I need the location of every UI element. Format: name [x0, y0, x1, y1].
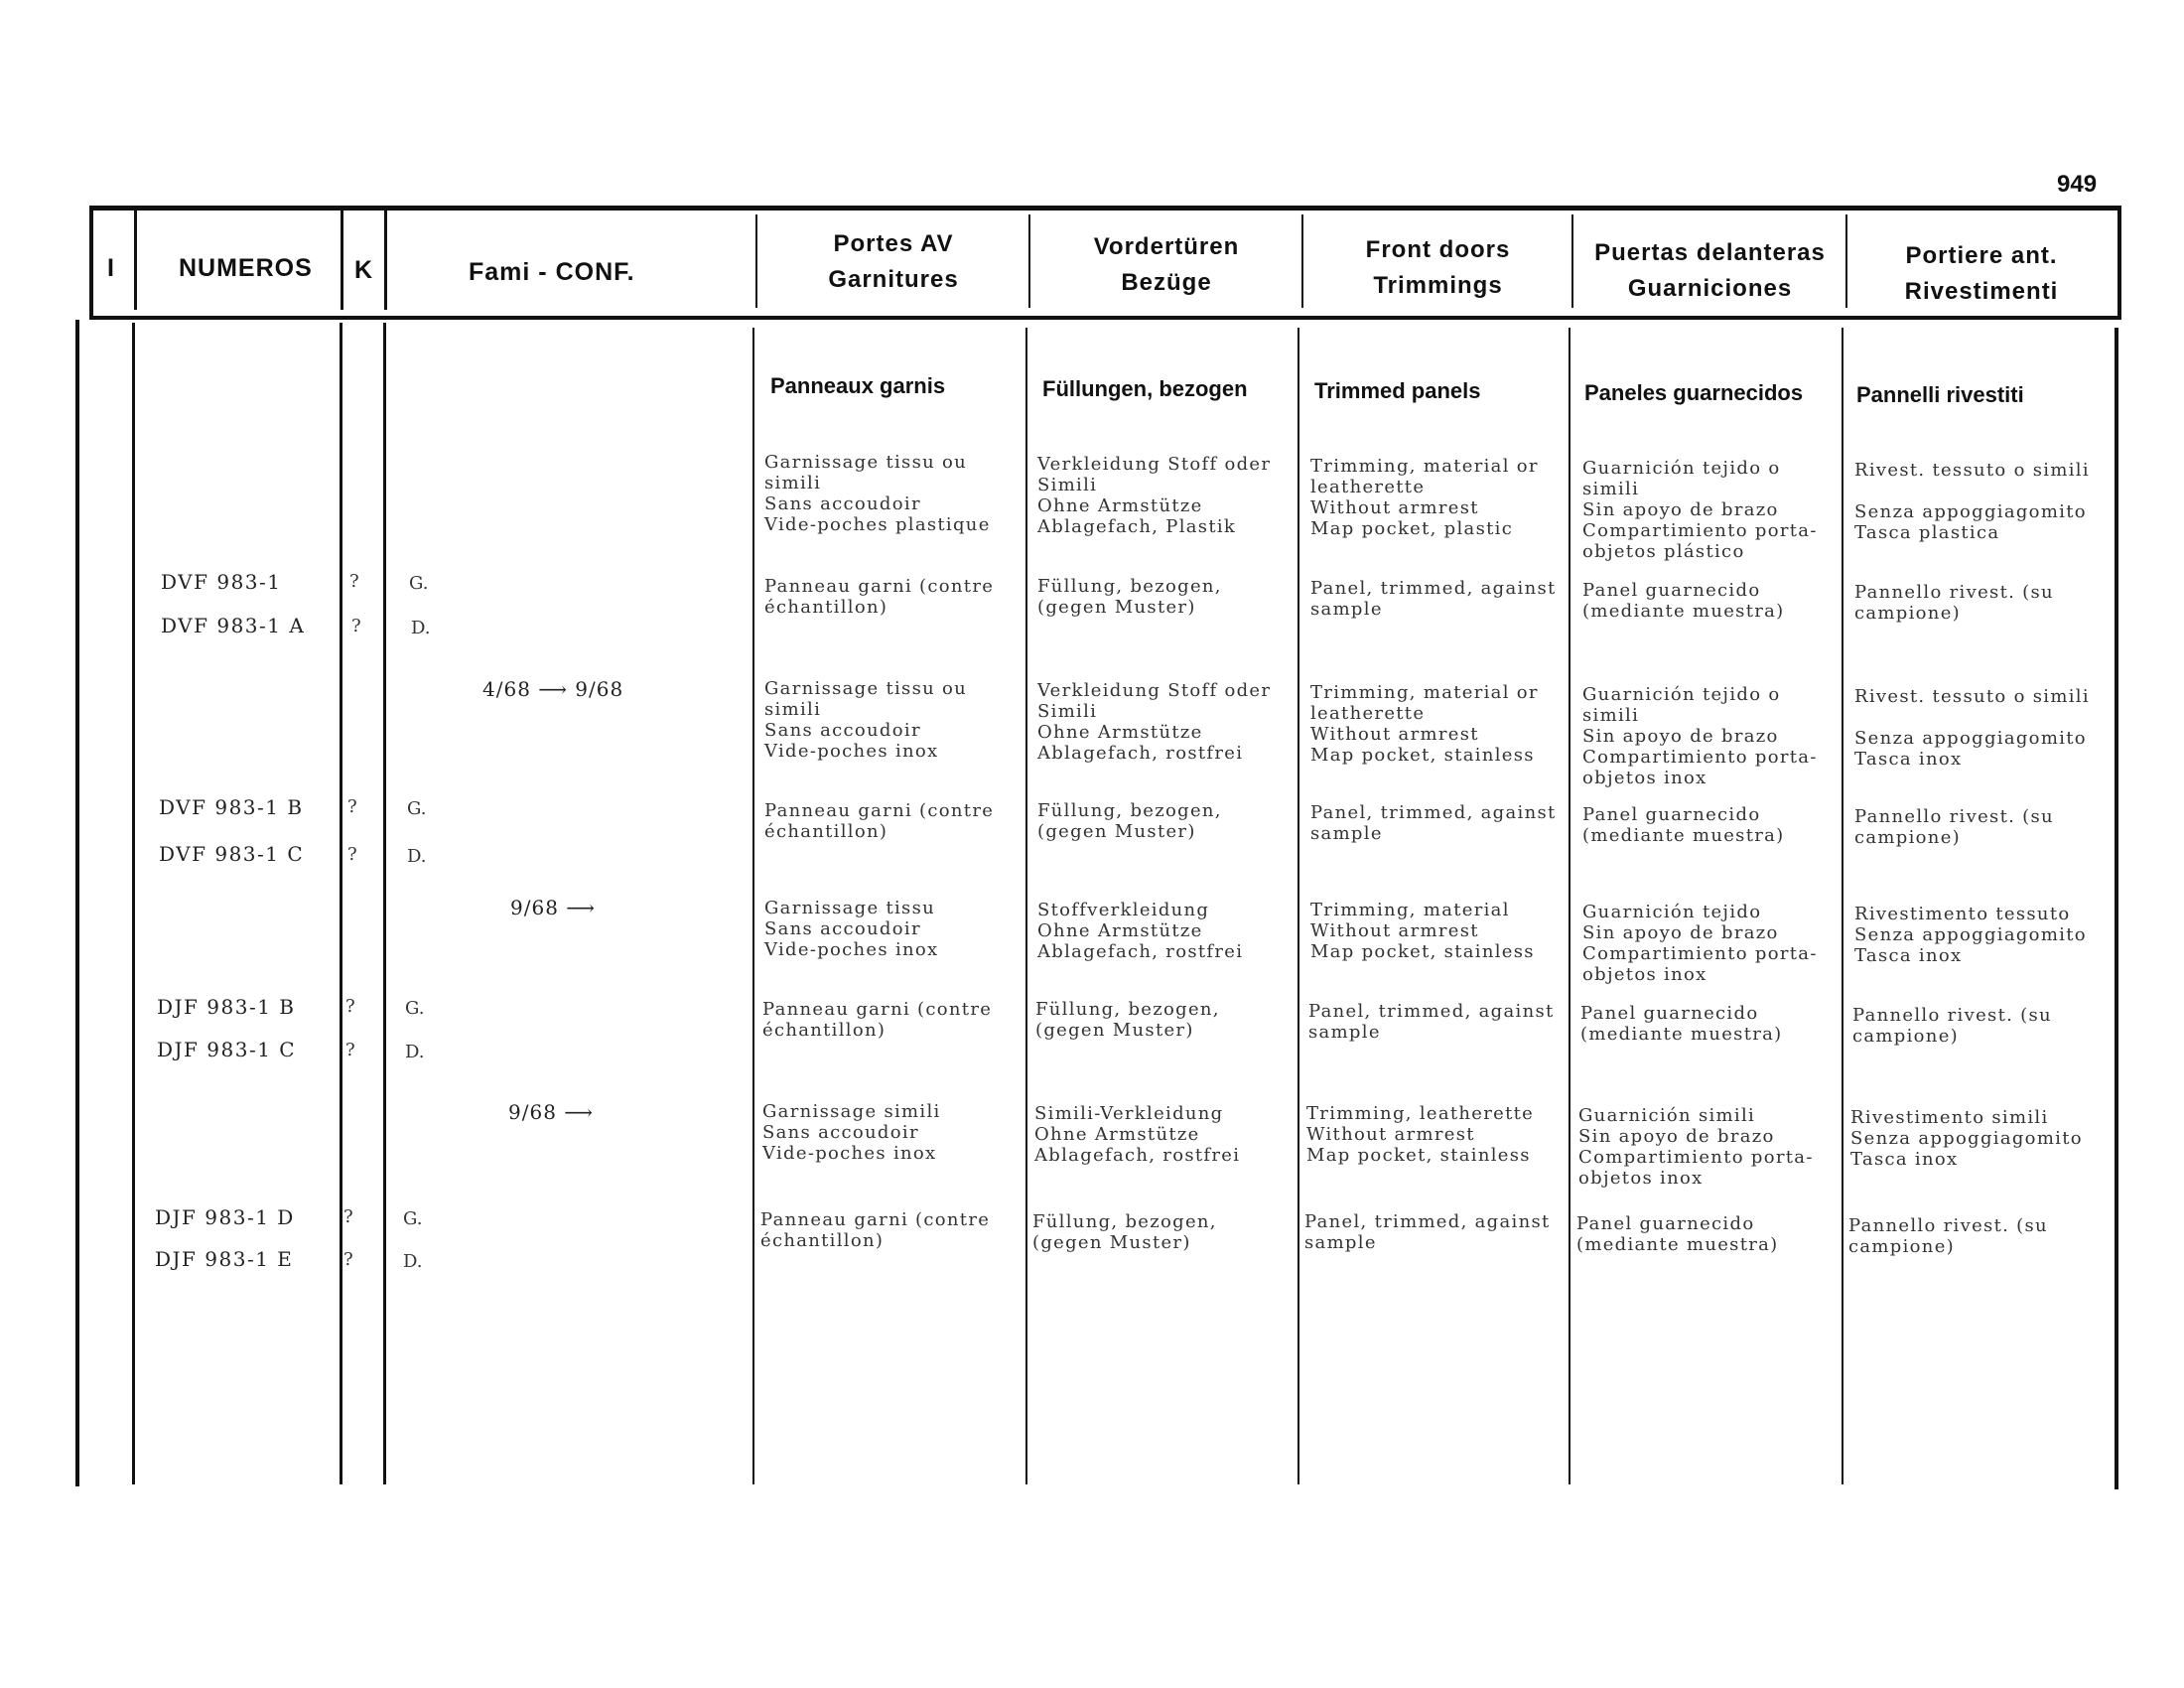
- group-description-fr: Garnissage tissu ou simili Sans accoudoir Vide-poches plastique: [764, 452, 991, 535]
- header-col-fr: [758, 226, 1028, 298]
- date-range: 4/68 ⟶ 9/68: [482, 677, 624, 701]
- header-col-it-line1: Portiere ant.: [1905, 242, 2058, 269]
- part-number: DVF 983-1 A: [161, 614, 306, 637]
- body-divider: [1025, 328, 1027, 1484]
- group-description-de: Stoffverkleidung Ohne Armstütze Ablagefach, rostfrei: [1037, 900, 1244, 962]
- panel-description-fr: Panneau garni (contre échantillon): [764, 576, 995, 618]
- conf-side: D.: [403, 1251, 423, 1272]
- part-number: DJF 983-1 D: [155, 1205, 295, 1229]
- panel-description-de: Füllung, bezogen, (gegen Muster): [1035, 999, 1220, 1041]
- part-number: DVF 983-1 C: [159, 842, 305, 866]
- header-k: K: [354, 256, 374, 284]
- panel-description-it: Pannello rivest. (su campione): [1848, 1215, 2048, 1257]
- header-col-en-line1: Front doors: [1365, 236, 1511, 263]
- subheading-es: Paneles guarnecidos: [1584, 380, 1804, 405]
- k-value: ?: [345, 996, 355, 1017]
- k-value: ?: [347, 844, 357, 865]
- header-divider: [384, 211, 387, 310]
- conf-side: D.: [405, 1042, 425, 1062]
- body-divider: [752, 328, 754, 1484]
- panel-description-it: Pannello rivest. (su campione): [1854, 582, 2054, 624]
- panel-description-es: Panel guarnecido (mediante muestra): [1576, 1213, 1779, 1255]
- header-col-fr-line2: Garnitures: [828, 266, 959, 293]
- body-divider: [1569, 328, 1570, 1484]
- group-description-fr: Garnissage tissu Sans accoudoir Vide-poches inox: [764, 898, 939, 960]
- group-description-de: Verkleidung Stoff oder Simili Ohne Armstütze Ablagefach, rostfrei: [1037, 680, 1272, 764]
- group-description-it: Rivestimento tessuto Senza appoggiagomito Tasca inox: [1854, 904, 2087, 966]
- page-number: 949: [2057, 171, 2098, 198]
- body-divider: [1842, 328, 1843, 1484]
- group-description-it: Rivestimento simili Senza appoggiagomito Tasca inox: [1850, 1107, 2083, 1170]
- group-description-es: Guarnición tejido o simili Sin apoyo de brazo Compartimiento porta- objetos inox: [1582, 684, 1818, 788]
- panel-description-fr: Panneau garni (contre échantillon): [760, 1209, 991, 1251]
- header-divider: [1301, 214, 1303, 308]
- subheading-en: Trimmed panels: [1314, 378, 1481, 403]
- group-description-es: Guarnición tejido Sin apoyo de brazo Compartimiento porta- objetos inox: [1582, 902, 1818, 985]
- part-number: DJF 983-1 E: [155, 1247, 294, 1271]
- header-col-fr-line1: Portes AV: [833, 230, 954, 257]
- subheading-fr: Panneaux garnis: [770, 373, 946, 398]
- body-left-border: [75, 320, 79, 1486]
- header-divider: [341, 211, 343, 310]
- group-description-en: Trimming, material or leatherette Without armrest Map pocket, plastic: [1310, 456, 1539, 539]
- panel-description-de: Füllung, bezogen, (gegen Muster): [1032, 1211, 1217, 1253]
- conf-side: D.: [411, 618, 431, 638]
- header-col-de-line1: Vordertüren: [1093, 233, 1240, 260]
- part-number: DJF 983-1 B: [157, 995, 296, 1019]
- header-col-de: [1031, 229, 1301, 301]
- header-col-es: [1574, 235, 1845, 307]
- body-divider: [1297, 328, 1299, 1484]
- table-top-rule: [91, 206, 2121, 211]
- panel-description-es: Panel guarnecido (mediante muestra): [1582, 804, 1785, 846]
- header-index: I: [107, 254, 115, 282]
- group-description-en: Trimming, leatherette Without armrest Map pocket, stainless: [1306, 1103, 1535, 1166]
- group-description-fr: Garnissage tissu ou simili Sans accoudoir Vide-poches inox: [764, 678, 968, 762]
- group-description-fr: Garnissage simili Sans accoudoir Vide-poches inox: [762, 1101, 941, 1164]
- k-value: ?: [343, 1249, 353, 1270]
- panel-description-it: Pannello rivest. (su campione): [1852, 1005, 2052, 1047]
- group-description-es: Guarnición simili Sin apoyo de brazo Compartimiento porta- objetos inox: [1578, 1105, 1814, 1189]
- conf-side: G.: [405, 998, 425, 1019]
- panel-description-fr: Panneau garni (contre échantillon): [764, 800, 995, 842]
- panel-description-en: Panel, trimmed, against sample: [1310, 578, 1557, 620]
- part-number: DVF 983-1 B: [159, 795, 304, 819]
- body-right-border: [2115, 328, 2118, 1489]
- conf-side: D.: [407, 846, 427, 867]
- group-description-de: Verkleidung Stoff oder Simili Ohne Armstütze Ablagefach, Plastik: [1037, 454, 1272, 537]
- subheading-it: Pannelli rivestiti: [1856, 382, 2024, 407]
- header-fami-conf: Fami - CONF.: [469, 258, 635, 286]
- conf-side: G.: [407, 798, 427, 819]
- part-number: DJF 983-1 C: [157, 1038, 297, 1061]
- date-range: 9/68 ⟶: [510, 896, 596, 919]
- panel-description-de: Füllung, bezogen, (gegen Muster): [1037, 800, 1222, 842]
- panel-description-en: Panel, trimmed, against sample: [1304, 1211, 1551, 1253]
- body-divider: [383, 323, 386, 1484]
- header-col-en-line2: Trimmings: [1373, 272, 1503, 299]
- k-value: ?: [349, 571, 359, 592]
- header-divider: [1571, 214, 1573, 308]
- table-right-border: [2117, 209, 2121, 320]
- group-description-en: Trimming, material or leatherette Without armrest Map pocket, stainless: [1310, 682, 1539, 766]
- header-col-en: [1304, 232, 1571, 304]
- conf-side: G.: [403, 1208, 423, 1229]
- k-value: ?: [343, 1206, 353, 1227]
- header-divider: [755, 214, 757, 308]
- header-col-it: [1848, 238, 2115, 310]
- group-description-es: Guarnición tejido o simili Sin apoyo de brazo Compartimiento porta- objetos plástico: [1582, 458, 1818, 562]
- table-left-border: [89, 206, 93, 320]
- panel-description-de: Füllung, bezogen, (gegen Muster): [1037, 576, 1222, 618]
- panel-description-es: Panel guarnecido (mediante muestra): [1582, 580, 1785, 622]
- k-value: ?: [345, 1040, 355, 1060]
- header-col-es-line1: Puertas delanteras: [1594, 239, 1826, 266]
- body-divider: [132, 323, 135, 1484]
- group-description-it: Rivest. tessuto o simili Senza appoggiagomito Tasca plastica: [1854, 460, 2090, 543]
- conf-side: G.: [409, 573, 429, 594]
- panel-description-fr: Panneau garni (contre échantillon): [762, 999, 993, 1041]
- group-description-de: Simili-Verkleidung Ohne Armstütze Ablagefach, rostfrei: [1034, 1103, 1241, 1166]
- panel-description-es: Panel guarnecido (mediante muestra): [1580, 1003, 1783, 1045]
- panel-description-en: Panel, trimmed, against sample: [1308, 1001, 1555, 1043]
- header-divider: [134, 211, 137, 310]
- header-divider: [1028, 214, 1030, 308]
- subheading-de: Füllungen, bezogen: [1042, 376, 1248, 401]
- group-description-en: Trimming, material Without armrest Map pocket, stainless: [1310, 900, 1535, 962]
- body-divider: [340, 323, 342, 1484]
- header-divider: [1845, 214, 1847, 308]
- panel-description-it: Pannello rivest. (su campione): [1854, 806, 2054, 848]
- header-col-es-line2: Guarniciones: [1627, 275, 1793, 302]
- header-col-it-line2: Rivestimenti: [1904, 278, 2059, 305]
- date-range: 9/68 ⟶: [508, 1100, 594, 1124]
- header-numeros: NUMEROS: [179, 254, 313, 282]
- k-value: ?: [347, 796, 357, 817]
- panel-description-en: Panel, trimmed, against sample: [1310, 802, 1557, 844]
- group-description-it: Rivest. tessuto o simili Senza appoggiagomito Tasca inox: [1854, 686, 2090, 770]
- k-value: ?: [351, 616, 361, 636]
- header-col-de-line2: Bezüge: [1121, 269, 1212, 296]
- part-number: DVF 983-1: [161, 570, 282, 594]
- header-bottom-rule: [91, 316, 2121, 320]
